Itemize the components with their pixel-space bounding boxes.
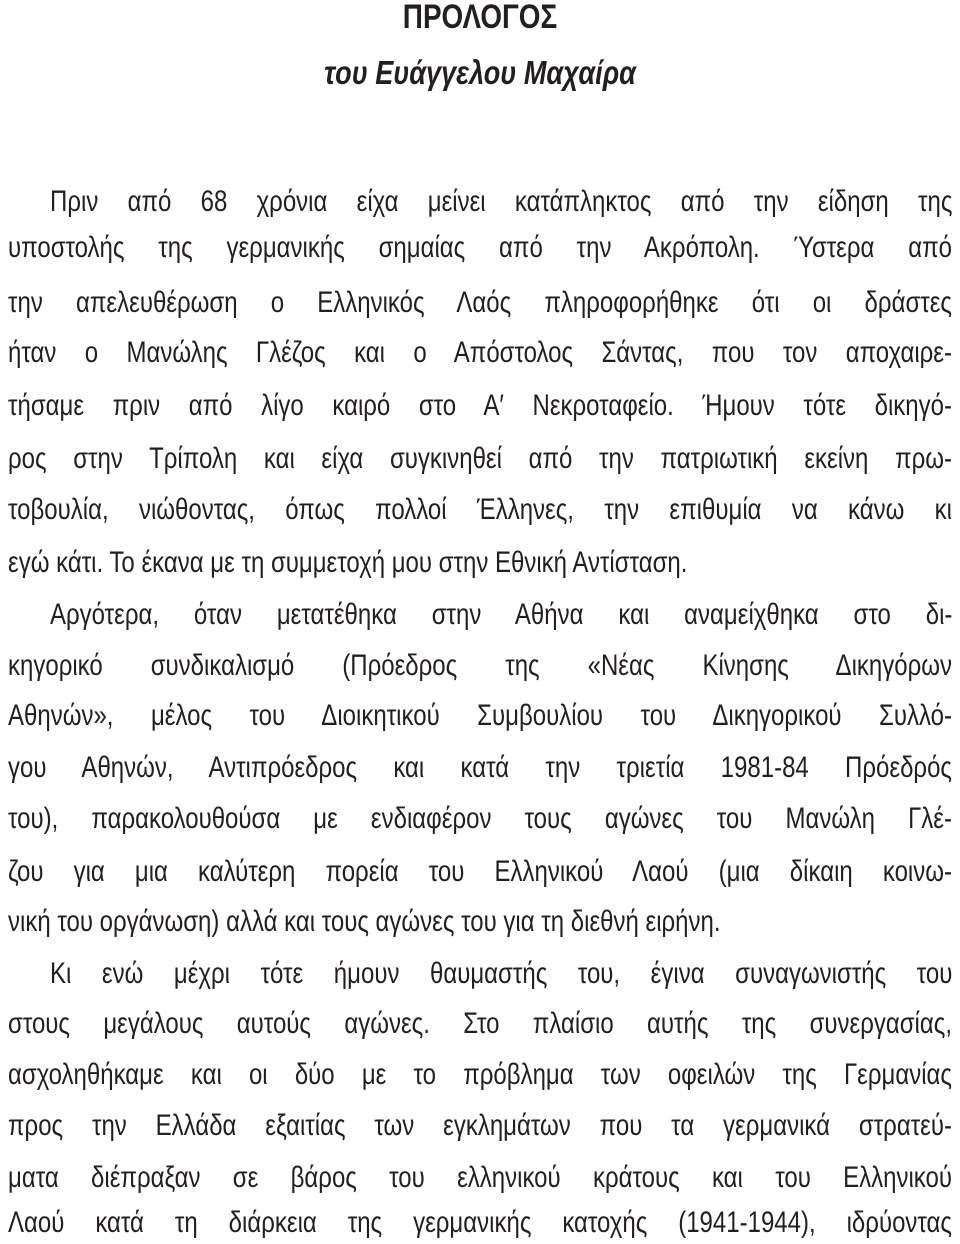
text-line: κηγορικό συνδικαλισμό (Πρόεδρος της «Νέας Κίνησης Δικηγόρων xyxy=(8,649,952,682)
text-line: εγώ κάτι. Το έκανα με τη συμμετοχή μου στην Εθνική Αντίσταση. xyxy=(8,546,688,579)
text-line: ματα διέπραξαν σε βάρος του ελληνικού κράτους και του Ελληνικού xyxy=(8,1161,952,1194)
page-subtitle: του Ευάγγελου Μαχαίρα xyxy=(324,54,636,91)
text-line: ήταν ο Μανώλης Γλέζος και ο Απόστολος Σάντας, που τον αποχαιρε- xyxy=(8,336,952,369)
text-line: τοβουλία, νιώθοντας, όπως πολλοί Έλληνες, την επιθυμία να κάνω κι xyxy=(8,493,952,526)
text-line: ρος στην Τρίπολη και είχα συγκινηθεί από την πατριωτική εκείνη πρω- xyxy=(8,442,952,475)
text-line: Πριν από 68 χρόνια είχα μείνει κατάπληκτος από την είδηση της xyxy=(50,185,953,218)
text-line: ζου για μια καλύτερη πορεία του Ελληνικού Λαού (μια δίκαιη κοινω- xyxy=(8,855,952,888)
text-line: υποστολής της γερμανικής σημαίας από την Ακρόπολη. Ύστερα από xyxy=(8,231,952,264)
text-line: γου Αθηνών, Αντιπρόεδρος και κατά την τριετία 1981-84 Πρόεδρός xyxy=(8,751,952,784)
text-line: Λαού κατά τη διάρκεια της γερμανικής κατοχής (1941-1944), ιδρύοντας xyxy=(8,1206,952,1239)
text-line: Αργότερα, όταν μετατέθηκα στην Αθήνα και αναμείχθηκα στο δι- xyxy=(50,598,953,631)
text-line: τήσαμε πριν από λίγο καιρό στο Α′ Νεκροταφείο. Ήμουν τότε δικηγό- xyxy=(8,389,952,422)
text-line: Αθηνών», μέλος του Διοικητικού Συμβουλίου του Δικηγορικού Συλλό- xyxy=(8,699,952,732)
text-line: την απελευθέρωση ο Ελληνικός Λαός πληροφορήθηκε ότι οι δράστες xyxy=(8,286,952,319)
page-title: ΠΡΟΛΟΓΟΣ xyxy=(402,0,558,36)
text-line: νική του οργάνωση) αλλά και τους αγώνες του για τη διεθνή ειρήνη. xyxy=(8,905,721,938)
text-line: στους μεγάλους αυτούς αγώνες. Στο πλαίσιο αυτής της συνεργασίας, xyxy=(8,1007,952,1040)
text-line: του), παρακολουθούσα με ενδιαφέρον τους αγώνες του Μανώλη Γλέ- xyxy=(8,802,952,835)
text-line: προς την Ελλάδα εξαιτίας των εγκλημάτων που τα γερμανικά στρατεύ- xyxy=(8,1109,952,1142)
text-line: Κι ενώ μέχρι τότε ήμουν θαυμαστής του, έγινα συναγωνιστής του xyxy=(50,957,953,990)
text-line: ασχοληθήκαμε και οι δύο με το πρόβλημα των οφειλών της Γερμανίας xyxy=(8,1058,952,1091)
